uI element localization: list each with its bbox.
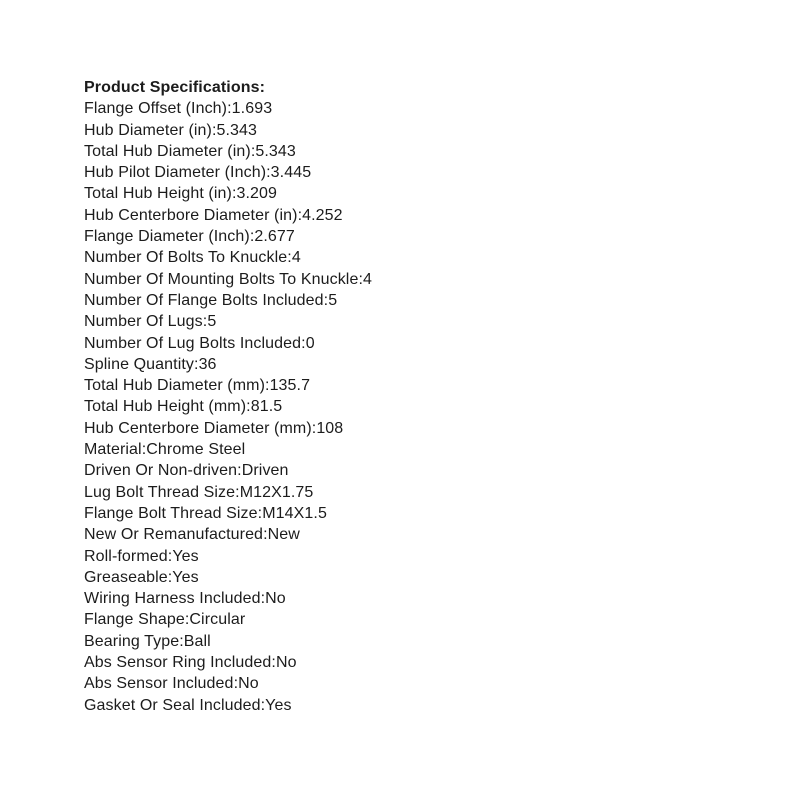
spec-row: [84, 695, 372, 716]
spec-label: Greaseable :: [84, 569, 172, 586]
spec-row: [84, 120, 372, 141]
spec-label: New Or Remanufactured :: [84, 526, 268, 543]
spec-value: 4.252: [302, 206, 343, 224]
spec-label: Abs Sensor Included :: [84, 675, 238, 692]
spec-value: 5.343: [216, 121, 258, 139]
spec-value: Circular: [189, 611, 246, 629]
spec-row: [84, 546, 372, 567]
spec-row: [84, 503, 372, 524]
spec-row: [84, 396, 372, 417]
spec-value: No: [238, 675, 259, 693]
spec-label: Hub Pilot Diameter (Inch) :: [84, 164, 271, 181]
spec-row: [84, 354, 372, 375]
spec-row: [84, 311, 372, 332]
spec-row: [84, 609, 372, 630]
spec-label: Flange Bolt Thread Size :: [84, 505, 262, 522]
spec-row: [84, 375, 372, 396]
spec-value: New: [267, 526, 300, 544]
spec-label: Number Of Bolts To Knuckle :: [84, 249, 292, 266]
spec-value: Yes: [172, 547, 199, 565]
spec-row: [84, 588, 372, 609]
spec-row: [84, 141, 372, 162]
spec-value: 108: [316, 419, 344, 437]
spec-row: [84, 247, 372, 268]
spec-label: Roll-formed :: [84, 548, 172, 565]
spec-value: No: [275, 654, 297, 672]
spec-value: 3.209: [236, 185, 278, 203]
spec-row: [84, 631, 372, 652]
spec-value: No: [265, 590, 286, 608]
spec-row: [84, 183, 372, 204]
spec-label: Number Of Lug Bolts Included :: [84, 335, 306, 352]
spec-label: Hub Centerbore Diameter (mm) :: [84, 420, 316, 437]
spec-value: Yes: [172, 568, 199, 586]
spec-label: Bearing Type :: [84, 633, 184, 650]
spec-label: Flange Diameter (Inch) :: [84, 228, 254, 245]
spec-row: [84, 226, 372, 247]
page-title: Product Specifications:: [84, 79, 265, 96]
spec-row: [84, 460, 372, 481]
spec-label: Total Hub Height (in) :: [84, 185, 237, 202]
spec-value: Chrome Steel: [146, 441, 246, 459]
spec-value: Ball: [183, 632, 211, 650]
spec-row: [84, 418, 372, 439]
spec-row: [84, 673, 372, 694]
spec-value: 81.5: [250, 398, 283, 416]
spec-label: Wiring Harness Included :: [84, 590, 265, 607]
spec-value: 135.7: [269, 377, 311, 395]
spec-value: 1.693: [231, 100, 273, 118]
spec-label: Spline Quantity :: [84, 356, 199, 373]
spec-row: [84, 567, 372, 588]
spec-label: Gasket Or Seal Included :: [84, 697, 265, 714]
spec-row: [84, 98, 372, 119]
spec-row: [84, 439, 372, 460]
spec-value: 36: [198, 355, 217, 373]
spec-label: Total Hub Diameter (mm) :: [84, 377, 270, 394]
spec-value: 2.677: [254, 228, 295, 246]
spec-value: 4: [291, 249, 301, 267]
spec-value: M14X1.5: [262, 504, 327, 522]
spec-label: Driven Or Non-driven :: [84, 462, 242, 479]
spec-value: 4: [363, 270, 372, 288]
spec-value: 5: [328, 291, 338, 309]
spec-label: Number Of Lugs :: [84, 313, 207, 330]
spec-row: [84, 290, 372, 311]
spec-row: [84, 333, 372, 354]
spec-row: [84, 652, 372, 673]
spec-label: Lug Bolt Thread Size :: [84, 484, 240, 501]
spec-value: 5: [207, 313, 217, 331]
spec-row: [84, 524, 372, 545]
spec-label: Flange Shape :: [84, 611, 189, 628]
spec-list: [84, 98, 372, 716]
spec-label: Total Hub Diameter (in) :: [84, 143, 255, 160]
spec-row: [84, 482, 372, 503]
spec-row: [84, 269, 372, 290]
spec-label: Number Of Flange Bolts Included :: [84, 292, 328, 309]
product-spec-sheet: [84, 77, 372, 716]
spec-value: 3.445: [270, 164, 312, 182]
spec-value: Yes: [265, 696, 292, 714]
spec-value: M12X1.75: [239, 483, 314, 501]
spec-value: Driven: [241, 462, 289, 480]
spec-row: [84, 205, 372, 226]
spec-label: Flange Offset (Inch) :: [84, 100, 232, 117]
spec-label: Hub Diameter (in) :: [84, 122, 217, 139]
spec-label: Hub Centerbore Diameter (in) :: [84, 207, 302, 224]
spec-value: 5.343: [255, 142, 296, 160]
spec-label: Abs Sensor Ring Included :: [84, 654, 276, 671]
spec-label: Material :: [84, 441, 146, 458]
spec-value: 0: [305, 334, 315, 352]
spec-row: [84, 162, 372, 183]
spec-label: Number Of Mounting Bolts To Knuckle :: [84, 271, 363, 288]
spec-label: Total Hub Height (mm) :: [84, 398, 251, 415]
